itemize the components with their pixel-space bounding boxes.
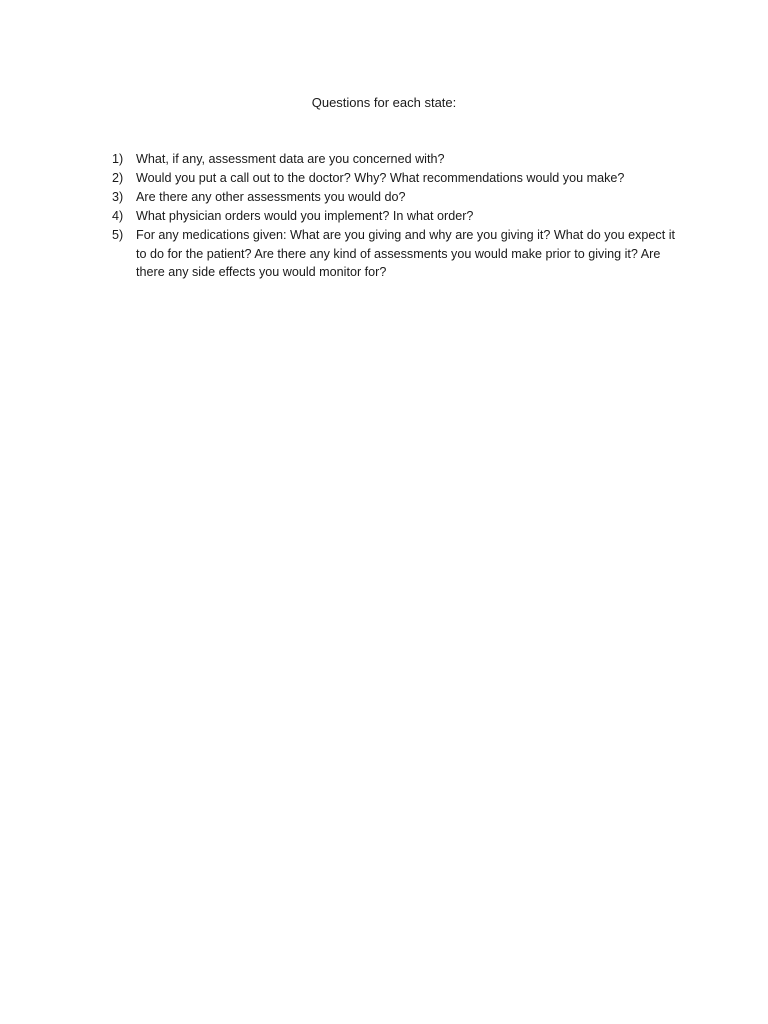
question-text: For any medications given: What are you giving and why are you giving it? What do you expect it to do for the patient? Are there any kind of assessments you would make prior to giving it? Are there any side effects you would monitor for? xyxy=(136,227,676,280)
question-item-2 xyxy=(112,169,682,188)
question-number: 5) xyxy=(112,227,124,242)
question-item-4 xyxy=(112,207,682,226)
question-text: What physician orders would you implement? In what order? xyxy=(136,208,474,223)
question-text: Would you put a call out to the doctor? Why? What recommendations would you make? xyxy=(136,170,625,185)
question-number: 4) xyxy=(112,208,124,223)
question-number: 2) xyxy=(112,170,124,185)
question-item-3 xyxy=(112,188,682,207)
question-number: 1) xyxy=(112,152,124,166)
question-number: 3) xyxy=(112,189,124,204)
document-title: Questions for each state: xyxy=(311,95,457,110)
question-list xyxy=(112,150,682,282)
question-item-1 xyxy=(112,150,682,169)
question-text: Are there any other assessments you would do? xyxy=(136,189,406,204)
question-text: What, if any, assessment data are you concerned with? xyxy=(136,152,445,166)
question-item-5 xyxy=(112,226,682,283)
